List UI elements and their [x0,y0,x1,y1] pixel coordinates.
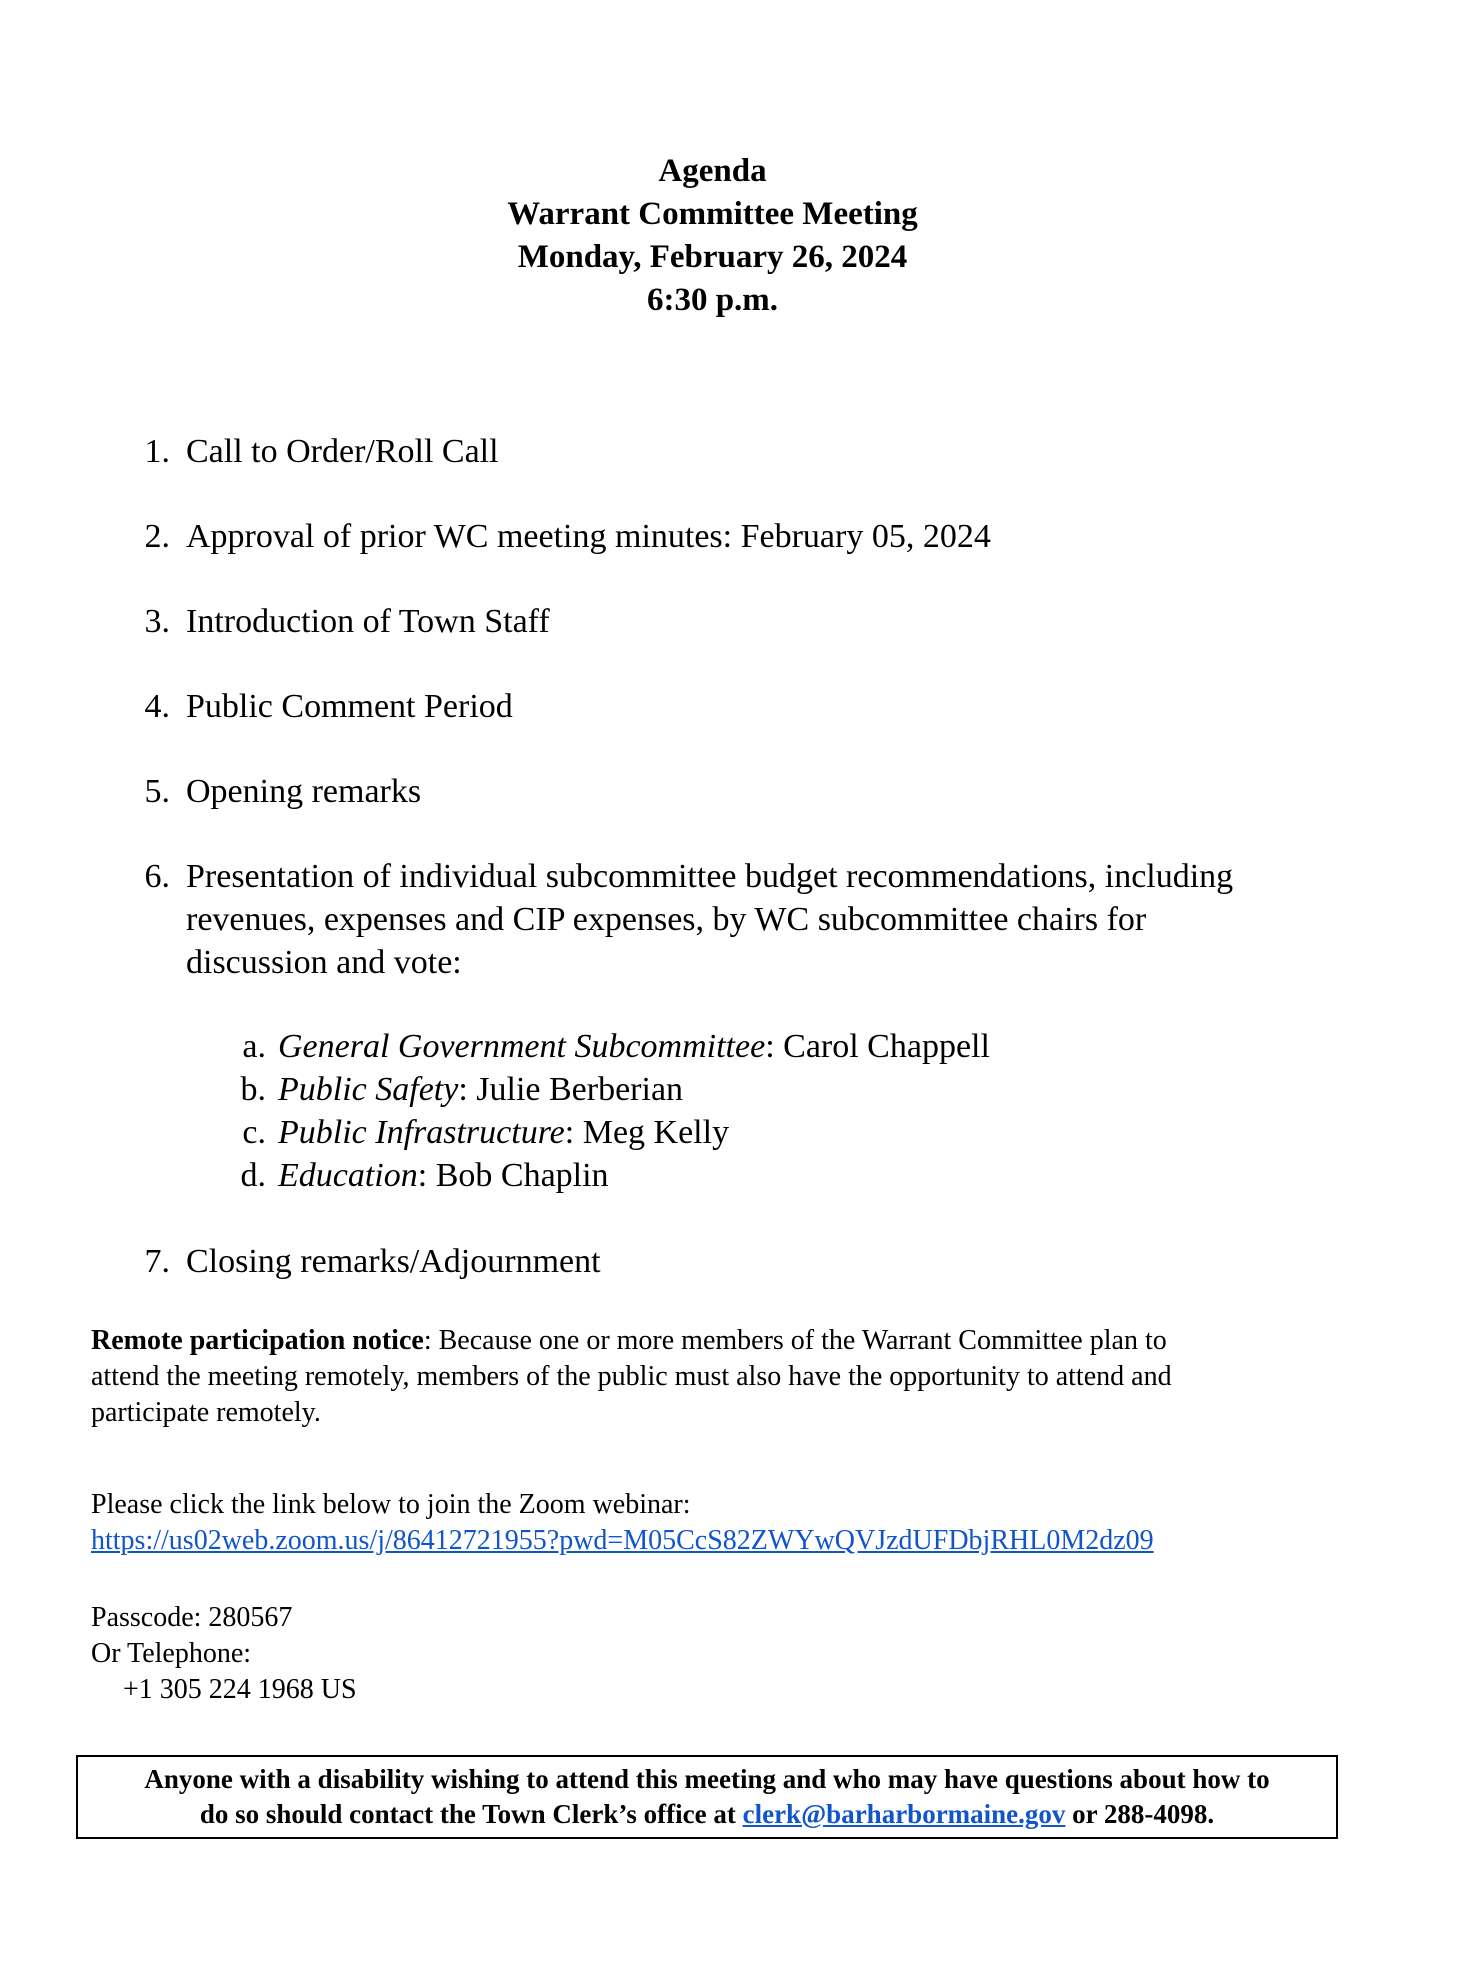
subcommittee-chair: : Meg Kelly [564,1114,730,1151]
subcommittee-name: Education [278,1157,418,1194]
disability-notice-box [76,1755,1338,1839]
item-number: 3. [144,603,170,640]
subcommittee-chair: : Bob Chaplin [417,1157,609,1194]
item-text: Opening remarks [186,773,422,810]
remote-notice-text: participate remotely. [91,1397,321,1428]
agenda-title: Agenda [658,153,767,189]
subcommittee-chair: : Julie Berberian [458,1071,684,1108]
meeting-name: Warrant Committee Meeting [507,196,918,232]
disability-notice-line: do so should contact the Town Clerk’s office at [199,1799,743,1829]
remote-notice-text: attend the meeting remotely, members of the public must also have the opportunity to attend and [91,1361,1172,1392]
remote-notice-label: Remote participation notice [91,1325,424,1356]
item-text-line: discussion and vote: [186,944,462,981]
clerk-email-link[interactable]: clerk@barharbormaine.gov [742,1799,1066,1829]
meeting-date: Monday, February 26, 2024 [517,239,908,275]
item-text: Introduction of Town Staff [186,603,550,640]
item-text: Approval of prior WC meeting minutes: February 05, 2024 [186,518,991,555]
item-text-line: revenues, expenses and CIP expenses, by WC subcommittee chairs for [186,901,1147,938]
subcommittee-name: General Government Subcommittee [278,1028,766,1065]
telephone-label: Or Telephone: [91,1638,252,1669]
subitem-letter: c. [242,1114,266,1151]
meeting-time: 6:30 p.m. [646,282,779,318]
subcommittee-chair: : Carol Chappell [765,1028,990,1065]
subcommittee-name: Public Infrastructure [278,1114,565,1151]
item-number: 7. [144,1243,170,1280]
remote-notice [91,1323,1172,1431]
zoom-passcode: Passcode: 280567 [91,1602,293,1633]
item-number: 1. [144,433,170,470]
item-text: Public Comment Period [186,688,513,725]
subitem-letter: a. [242,1028,266,1065]
item-number: 6. [144,858,170,895]
item-text-line: Presentation of individual subcommittee budget recommendations, including [186,858,1234,895]
item-text: Closing remarks/Adjournment [186,1243,601,1280]
subitem-letter: b. [240,1071,266,1108]
item-text: Call to Order/Roll Call [186,433,499,470]
remote-notice-text: : Because one or more members of the Warrant Committee plan to [423,1325,1167,1356]
disability-notice-line: Anyone with a disability wishing to attend this meeting and who may have questions about how to [144,1764,1270,1794]
item-number: 4. [144,688,170,725]
item-number: 5. [144,773,170,810]
subcommittee-name: Public Safety [278,1071,459,1108]
agenda-header [0,150,1425,322]
item-number: 2. [144,518,170,555]
telephone-number: +1 305 224 1968 US [123,1674,357,1705]
zoom-link[interactable]: https://us02web.zoom.us/j/86412721955?pwd=M05CcS82ZWYwQVJzdUFDbjRHL0M2dz09 [91,1525,1154,1556]
subitem-letter: d. [240,1157,266,1194]
zoom-intro: Please click the link below to join the Zoom webinar: [91,1489,691,1520]
disability-notice-phone: or 288-4098. [1065,1799,1215,1829]
